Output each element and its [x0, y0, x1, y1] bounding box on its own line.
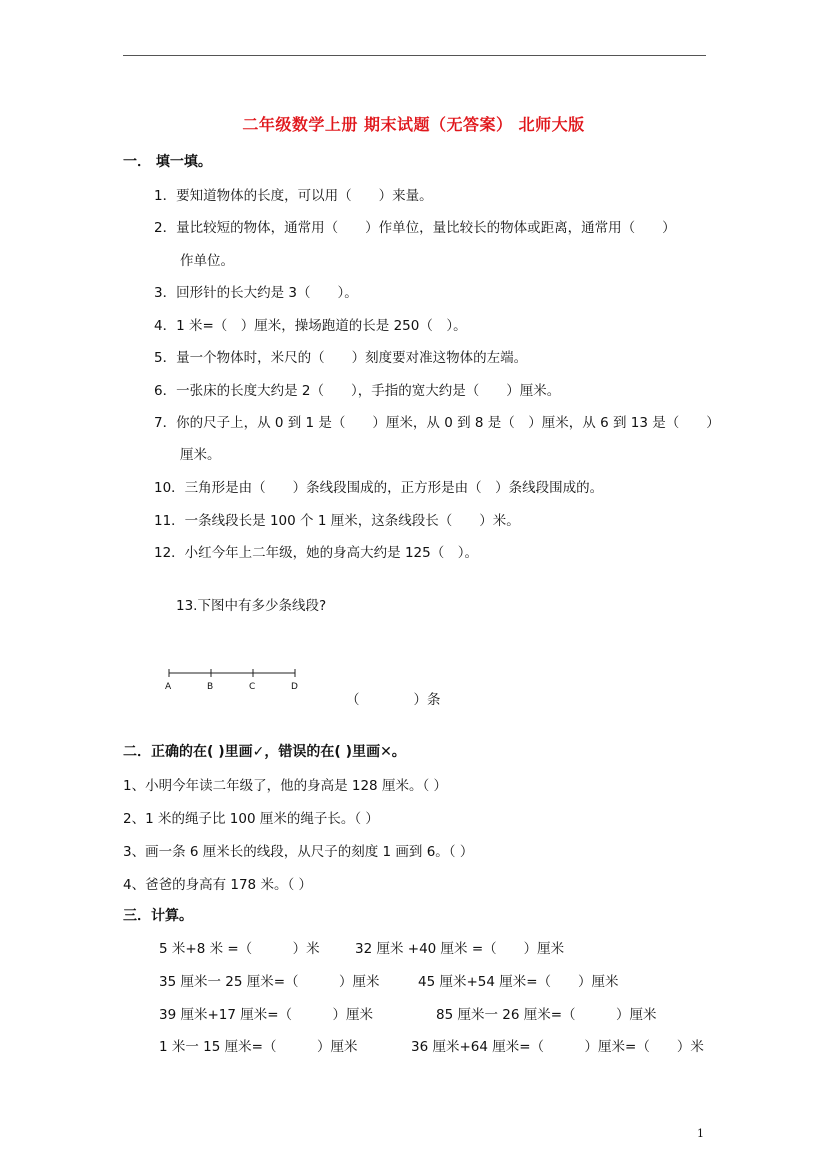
question-12: 12．小红今年上二年级，她的身高大约是 125（ ）。 [154, 545, 478, 561]
document-title: 二年级数学上册 期末试题（无答案） 北师大版 [242, 115, 585, 134]
calc-3-left: 39 厘米+17 厘米=（ ）厘米 [159, 1007, 374, 1023]
point-label-d: D [291, 682, 298, 692]
header-rule [123, 55, 706, 56]
calc-2-left: 35 厘米一 25 厘米=（ ）厘米 [159, 974, 380, 990]
question-4: 4．1 米=（ ）厘米，操场跑道的长是 250（ ）。 [154, 318, 467, 334]
judge-1: 1、小明今年读二年级了，他的身高是 128 厘米。（ ） [123, 778, 447, 794]
section-2-heading: 二．正确的在( )里画✓，错误的在( )里画✕。 [123, 744, 406, 760]
point-label-b: B [207, 682, 214, 692]
question-11: 11．一条线段长是 100 个 1 厘米，这条线段长（ ）米。 [154, 513, 520, 529]
page-number: 1 [697, 1127, 704, 1140]
question-1: 1．要知道物体的长度，可以用（ ）来量。 [154, 188, 433, 204]
calc-1-right: 32 厘米 +40 厘米 =（ ）厘米 [355, 941, 565, 957]
calc-4-left: 1 米一 15 厘米=（ ）厘米 [159, 1039, 358, 1055]
judge-4: 4、爸爸的身高有 178 米。（ ） [123, 877, 312, 893]
calc-3-right: 85 厘米一 26 厘米=（ ）厘米 [436, 1007, 657, 1023]
question-5: 5．量一个物体时，米尺的（ ）刻度要对准这物体的左端。 [154, 350, 528, 366]
segment-figure [160, 664, 310, 696]
q13-answer: （ ）条 [346, 692, 441, 708]
calc-1-left: 5 米+8 米 =（ ）米 [159, 941, 320, 957]
judge-3: 3、画一条 6 厘米长的线段，从尺子的刻度 1 画到 6。（ ） [123, 844, 474, 860]
question-10: 10．三角形是由（ ）条线段围成的，正方形是由（ ）条线段围成的。 [154, 480, 604, 496]
point-label-c: C [249, 682, 256, 692]
section-1-heading: 一． 填一填。 [123, 154, 212, 170]
section-3-heading: 三．计算。 [123, 908, 193, 924]
calc-4-right: 36 厘米+64 厘米=（ ）厘米=（ ）米 [411, 1039, 704, 1055]
question-2-cont: 作单位。 [180, 253, 234, 269]
question-7: 7．你的尺子上，从 0 到 1 是（ ）厘米，从 0 到 8 是（ ）厘米，从 6 到 13 是（ ） [154, 415, 720, 431]
point-label-a: A [165, 682, 172, 692]
judge-2: 2、1 米的绳子比 100 厘米的绳子长。（ ） [123, 811, 379, 827]
question-6: 6．一张床的长度大约是 2（ ），手指的宽大约是（ ）厘米。 [154, 383, 561, 399]
question-13: 13.下图中有多少条线段? [176, 598, 327, 614]
question-7-cont: 厘米。 [180, 447, 221, 463]
calc-2-right: 45 厘米+54 厘米=（ ）厘米 [418, 974, 619, 990]
question-3: 3．回形针的长大约是 3（ ）。 [154, 285, 358, 301]
question-2: 2．量比较短的物体，通常用（ ）作单位，量比较长的物体或距离，通常用（ ） [154, 220, 676, 236]
